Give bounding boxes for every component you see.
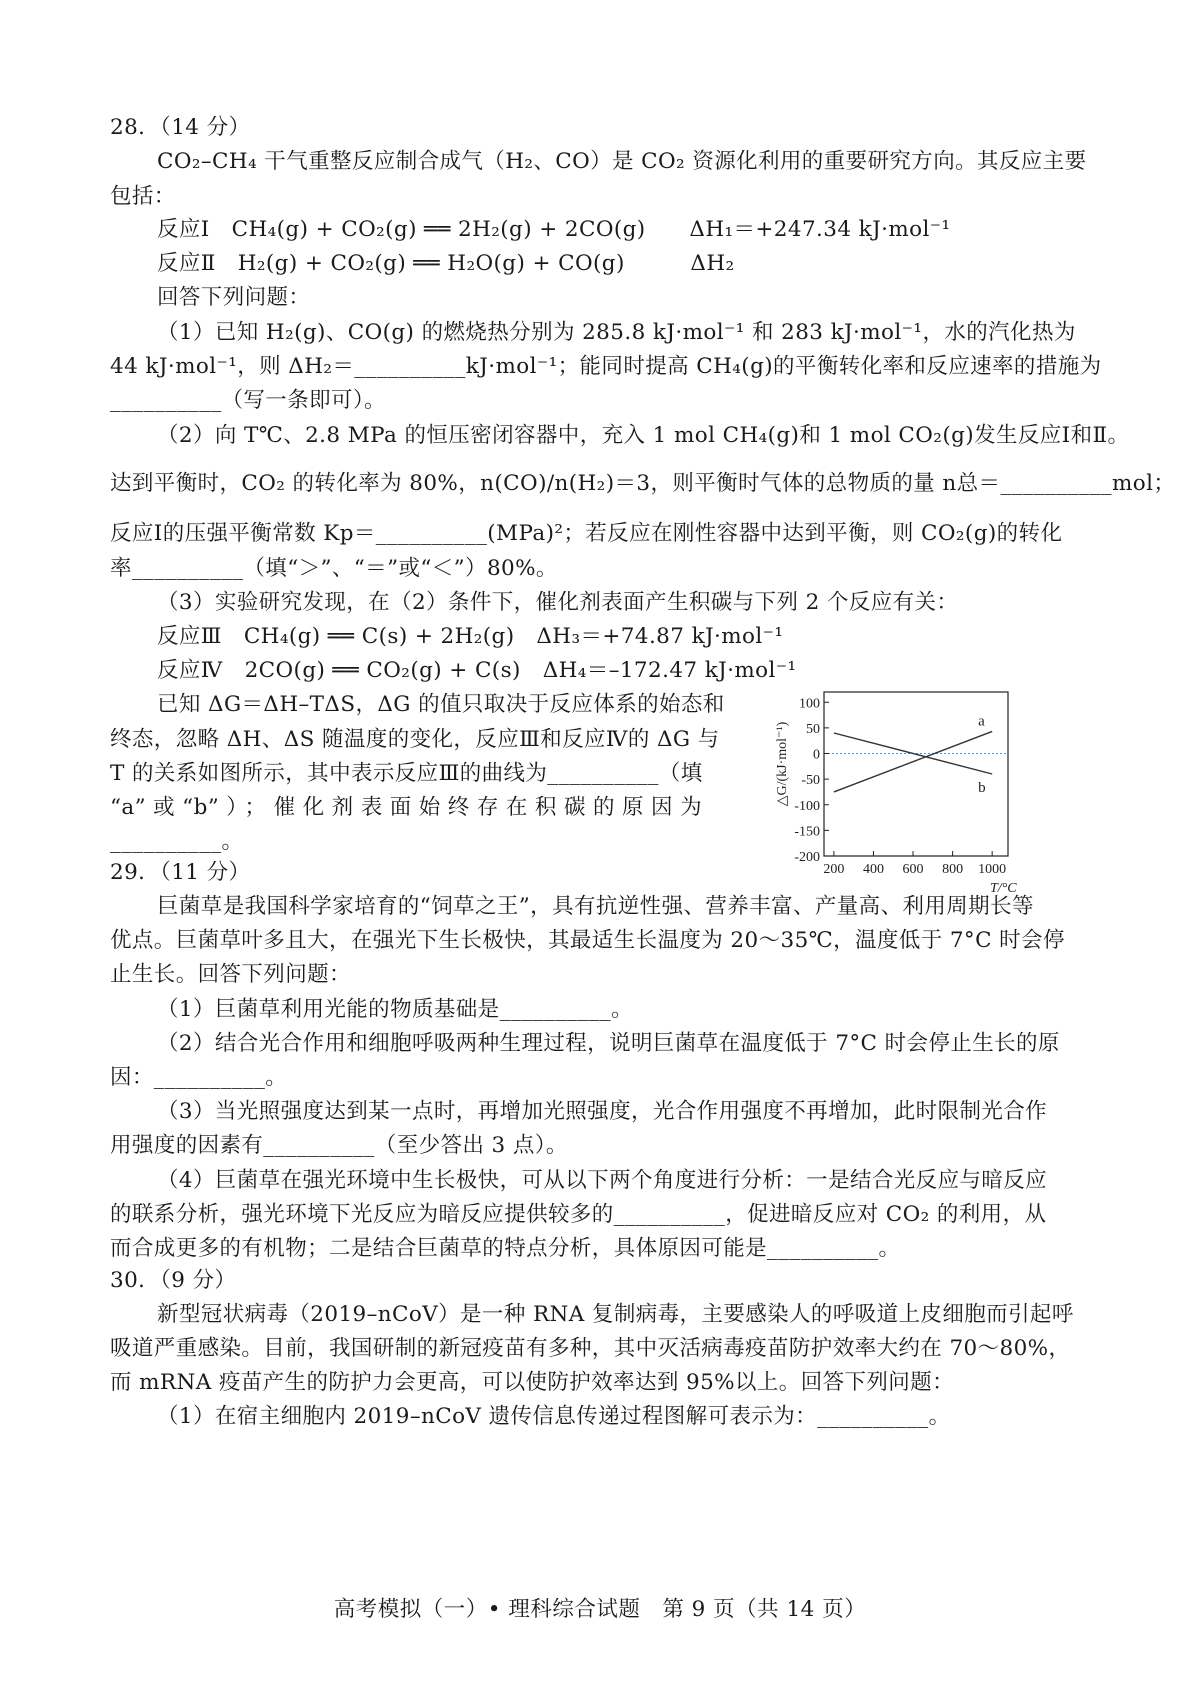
y-tick-label: 100 [799,696,820,712]
y-axis-label: △G/(kJ·mol⁻¹) [775,721,790,807]
q30-intro2: 吸道严重感染。目前，我国研制的新冠疫苗有多种，其中灭活病毒疫苗防护效率大约在 70～80%， [110,1336,1071,1361]
q28-part3-text2: 终态，忽略 ΔH、ΔS 随温度的变化，反应Ⅲ和反应Ⅳ的 ΔG 与 [110,727,720,752]
q29-part4-end: 而合成更多的有机物；二是结合巨菌草的特点分析，具体原因可能是__________。 [110,1236,901,1261]
x-tick-label: 800 [942,862,964,877]
q28-part2: （2）向 T℃、2.8 MPa 的恒压密闭容器中，充入 1 mol CH₄(g)和 1 mol CO₂(g)发生反应Ⅰ和Ⅱ。 [157,423,1130,448]
q28-part2-end: 率__________（填“＞”、“＝”或“＜”）80%。 [110,556,558,581]
q28-part2-ratio: 达到平衡时，CO₂ 的转化率为 80%，n(CO)/n(H₂)＝3，则平衡时气体的总物质的量 n总＝__________mol； [110,471,1176,496]
x-axis-label: T/°C [990,881,1017,896]
series-line-a [834,731,992,791]
q30-part1: （1）在宿主细胞内 2019–nCoV 遗传信息传递过程图解可表示为：__________。 [157,1404,951,1429]
question-30-heading: 30．（9 分） [110,1268,237,1293]
y-tick-label: 0 [813,747,820,763]
q28-part3: （3）实验研究发现，在（2）条件下，催化剂表面产生积碳与下列 2 个反应有关： [157,590,959,615]
x-tick-label: 400 [862,862,884,877]
q28-part2-kp: 反应Ⅰ的压强平衡常数 Kp＝__________(MPa)²；若反应在刚性容器中达到平衡，则 CO₂(g)的转化 [110,521,1063,546]
q28-part1-cont: 44 kJ·mol⁻¹，则 ΔH₂＝__________kJ·mol⁻¹；能同时提高 CH₄(g)的平衡转化率和反应速率的措施为 [110,354,1102,379]
x-tick-label: 600 [902,862,924,877]
q29-part4-cont: 的联系分析，强光环境下光反应为暗反应提供较多的__________，促进暗反应对 CO₂ 的利用，从 [110,1202,1047,1227]
x-tick-label: 1000 [978,862,1007,877]
q29-part1: （1）巨菌草利用光能的物质基础是__________。 [157,997,633,1022]
page-footer: 高考模拟（一）• 理科综合试题 第 9 页（共 14 页） [333,1597,867,1622]
q28-part3-text3: T 的关系如图所示，其中表示反应Ⅲ的曲线为__________（填 [110,761,703,786]
q30-intro3: 而 mRNA 疫苗产生的防护力会更高，可以使防护效率达到 95%以上。回答下列问题： [110,1370,955,1395]
question-29-heading: 29．（11 分） [110,860,251,885]
q28-part1: （1）已知 H₂(g)、CO(g) 的燃烧热分别为 285.8 kJ·mol⁻¹ 和 283 kJ·mol⁻¹，水的汽化热为 [157,320,1076,345]
q28-part3-text4: “a”或“b”）；催化剂表面始终存在积碳的原因为 [110,795,702,820]
q29-intro1: 巨菌草是我国科学家培育的“饲草之王”，具有抗逆性强、营养丰富、产量高、利用周期长等 [157,894,1034,919]
question-28-heading: 28．（14 分） [110,115,251,140]
reaction-2: 反应Ⅱ H₂(g) + CO₂(g) ══ H₂O(g) + CO(g) ΔH₂ [157,251,735,276]
q29-intro2: 优点。巨菌草叶多且大，在强光下生长极快，其最适生长温度为 20～35℃，温度低于 7°C 时会停 [110,928,1065,953]
y-tick-label: -150 [794,824,820,840]
delta-g-vs-temperature-chart [770,676,1100,926]
x-tick-label: 200 [823,862,845,877]
answer-prompt: 回答下列问题： [157,285,311,310]
q28-part1-end: __________（写一条即可）。 [110,388,386,413]
reaction-4: 反应Ⅳ 2CO(g) ══ CO₂(g) + C(s) ΔH₄＝–172.47 kJ·mol⁻¹ [157,658,797,683]
q29-intro3: 止生长。回答下列问题： [110,962,351,987]
q29-part2-cont: 因：__________。 [110,1065,288,1090]
q28-part3-text1: 已知 ΔG＝ΔH–TΔS，ΔG 的值只取决于反应体系的始态和 [157,692,725,717]
series-label-a: a [978,713,985,730]
q30-intro1: 新型冠状病毒（2019–nCoV）是一种 RNA 复制病毒，主要感染人的呼吸道上皮细胞而引起呼 [157,1302,1074,1327]
q29-part3: （3）当光照强度达到某一点时，再增加光照强度，光合作用强度不再增加，此时限制光合作 [157,1099,1048,1124]
y-tick-label: 50 [806,721,820,737]
reaction-1: 反应Ⅰ CH₄(g) + CO₂(g) ══ 2H₂(g) + 2CO(g) ΔH₁＝+247.34 kJ·mol⁻¹ [157,217,951,242]
y-tick-label: -200 [794,850,820,865]
q29-part3-cont: 用强度的因素有__________（至少答出 3 点）。 [110,1133,568,1158]
reaction-3: 反应Ⅲ CH₄(g) ══ C(s) + 2H₂(g) ΔH₃＝+74.87 kJ·mol⁻¹ [157,624,784,649]
q28-intro: CO₂–CH₄ 干气重整反应制合成气（H₂、CO）是 CO₂ 资源化利用的重要研究方向。其反应主要 [157,149,1087,174]
q28-part3-text5: __________。 [110,829,244,854]
q29-part4: （4）巨菌草在强光环境中生长极快，可从以下两个角度进行分析：一是结合光反应与暗反应 [157,1168,1048,1193]
series-label-b: b [978,780,986,796]
q29-part2: （2）结合光合作用和细胞呼吸两种生理过程，说明巨菌草在温度低于 7°C 时会停止生长的原 [157,1031,1060,1056]
y-tick-label: -50 [801,773,820,789]
y-tick-label: -100 [794,798,820,814]
q28-intro-cont: 包括： [110,184,176,209]
